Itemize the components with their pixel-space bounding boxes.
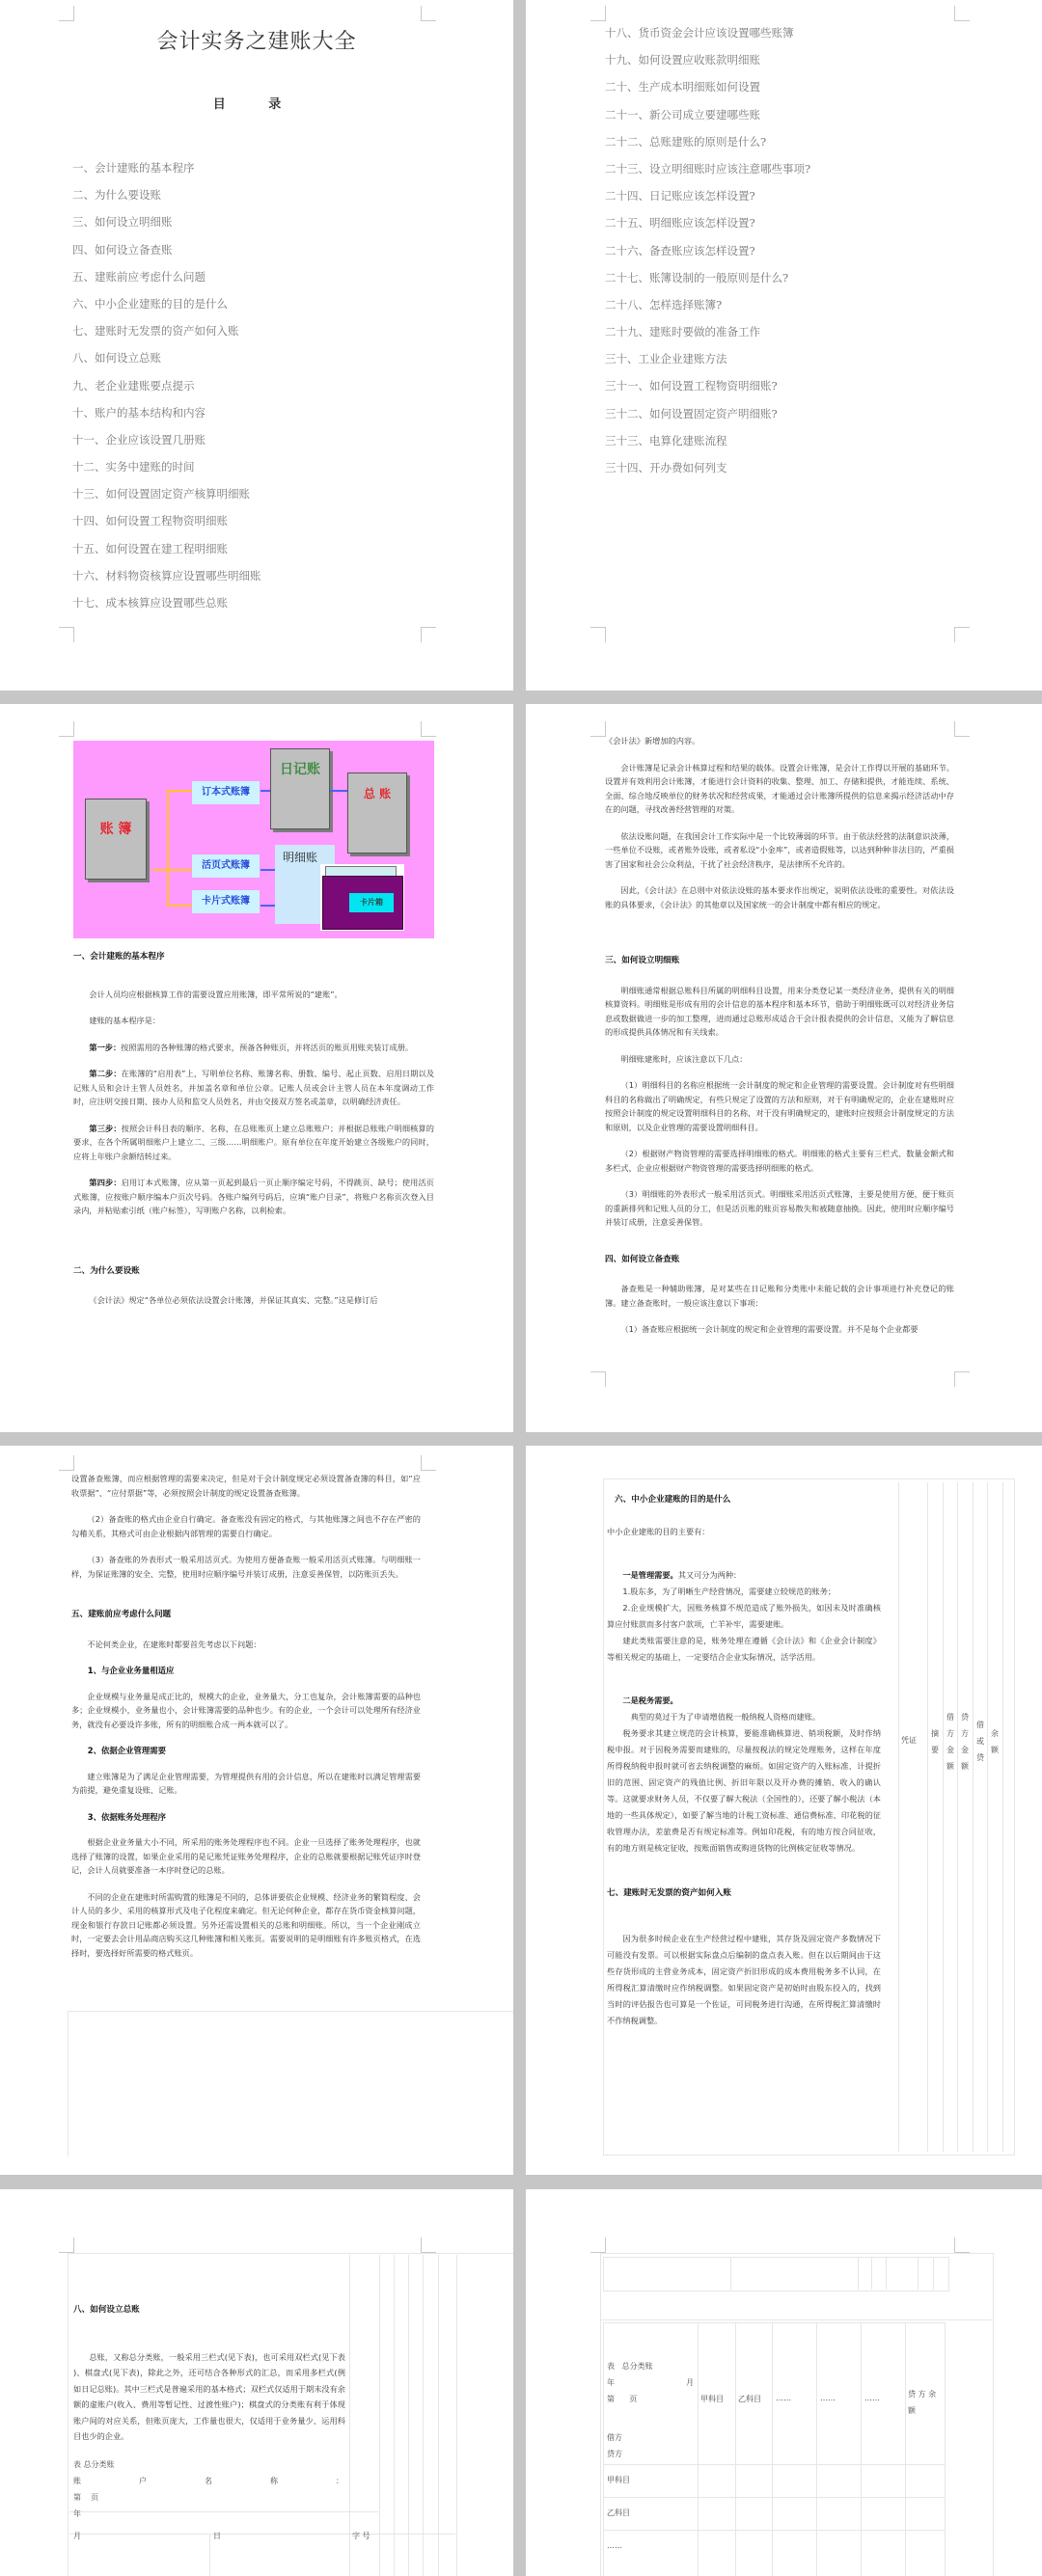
margin-mark <box>421 1455 436 1471</box>
arrow-right-icon <box>260 905 276 907</box>
table-outline <box>68 2011 513 2156</box>
margin-mark <box>421 721 436 737</box>
subsection-heading: 2、依据企业管理需要 <box>87 1746 166 1755</box>
table-caption: 表 总分类账 <box>73 2460 115 2469</box>
table-column-divider <box>1002 1482 1003 2152</box>
column-header: 乙科目 <box>738 2395 761 2403</box>
toc-item[interactable]: 三十三、电算化建账流程 <box>605 433 727 447</box>
table-column-divider <box>394 2255 395 2576</box>
arrow-right-icon <box>260 790 270 792</box>
toc-item[interactable]: 十九、如何设置应收账款明细账 <box>605 53 760 68</box>
toc-item[interactable]: 十、账户的基本结构和内容 <box>72 405 206 420</box>
toc-item[interactable]: 四、如何设立备查账 <box>72 242 173 257</box>
toc-item[interactable]: 十二、实务中建账的时间 <box>72 460 195 475</box>
margin-mark <box>59 721 74 737</box>
margin-mark <box>954 627 970 642</box>
toc-item[interactable]: 九、老企业建账要点提示 <box>72 378 195 393</box>
margin-mark <box>954 1371 970 1387</box>
section-heading: 三、如何设立明细账 <box>605 956 680 965</box>
table-column-divider <box>898 1482 899 2152</box>
toc-item[interactable]: 十五、如何设置在建工程明细账 <box>72 541 228 556</box>
margin-mark <box>59 6 74 21</box>
toc-item[interactable]: 二十二、总账建账的原则是什么? <box>605 134 767 149</box>
toc-item[interactable]: 十三、如何设置固定资产核算明细账 <box>72 487 250 502</box>
table-column-divider <box>408 2255 409 2576</box>
toc-item[interactable]: 三十四、开办费如何列支 <box>605 461 727 475</box>
document-title: 会计实务之建账大全 <box>156 30 357 54</box>
toc-item[interactable]: 七、建账时无发票的资产如何入账 <box>72 324 239 339</box>
year-label: 年 <box>607 2378 615 2387</box>
section-heading: 四、如何设立备查账 <box>605 1254 680 1264</box>
section-heading: 七、建账时无发票的资产如何入账 <box>607 1888 731 1898</box>
connector <box>152 869 168 871</box>
subsection-heading: 1、与企业业务量相适应 <box>87 1666 175 1675</box>
toc-list-left <box>72 154 261 616</box>
subsection-heading: 3、依据账务处理程序 <box>87 1811 166 1822</box>
arrow-right-icon <box>167 869 192 871</box>
toc-item[interactable]: 十七、成本核算应设置哪些总账 <box>72 596 228 610</box>
day-label: 日 <box>213 2532 221 2540</box>
toc-item[interactable]: 二十七、账簿设制的一般原则是什么? <box>605 270 789 285</box>
row-header: 乙科目 <box>607 2508 630 2517</box>
table-column-divider <box>209 2534 210 2576</box>
toc-item[interactable]: 十八、货币资金会计应该设置哪些账簿 <box>605 26 794 40</box>
column-credit-amount: 贷方金额 <box>961 1713 969 1771</box>
toc-item[interactable]: 二十一、新公司成立要建哪些账 <box>605 107 760 122</box>
row-header: …… <box>607 2541 622 2550</box>
table-column-divider <box>349 2255 350 2576</box>
column-header: 甲科目 <box>700 2395 724 2403</box>
book-icon-general-ledger: 总 账 <box>347 773 407 854</box>
section-6-7: 六、中小企业建账的目的是什么 中小企业建账的目的主要有： 一是管理需要。其又可分为两种： 1.股东多，为了明晰生产经营情况，需要建立较规范的账务； 2.企业规模扩大，因账务核算不规范造成了账外损失，如因未及时准确核算应付账款而多付客户款项，亡羊补牢，需要建账。 建此类账需要注意的是，账务处理在遵循《会计法》和《企业会计制度》等相关规定的基础上，一定要结合企业实际情况，活学活用。 二是税务需要。 典型的莫过于为了申请增值税一般纳税人资格而建账。 税务要求其建立规范的会计核算，要能准确核算进、销项税额，及时作纳税申报。对于因税务需要而建账的，尽量按税法的规定处理账务，这样在年度所得税纳税申报时就可省去纳税调整的麻烦。如固定资产的入账标准、计提折旧的范围、固定资产的残值比例、折旧年限以及开办费的摊销、收入的确认等。这就要求财务人员，不仅要了解大税法（全国性的），还要了解小税法（本地的一些具体规定），如要了解当地的计税工资标准、通信费标准、印花税的征收管理办法，差旅费是否有规定标准等。例如印花税，有的地方按合同征收，有的地方则是核定征收，按账面销售或购进货物的比例核定征收等情况。 七、建账时无发票的资产如何入账 因为很多时候企业在生产经营过程中建账，其存货及固定资产多数情况下可能没有发票。可以根据实际盘点后编制的盘点表入账。但在以后期间由于这些存货形成的主营业务成本，固定资产折旧形成的成本费用税务多不认同，在所得税汇算清缴时应作纳税调整。如果固定资产是初始时由股东投入的，找到当时的评估报告也可算是一个佐证，可同税务进行沟通，在所得税汇算清缴时不作纳税调整。 <box>607 1492 881 2042</box>
margin-mark <box>59 2237 74 2253</box>
margin-mark <box>59 627 74 642</box>
column-voucher: 凭证 <box>901 1736 917 1745</box>
table-column-divider <box>943 1482 944 2152</box>
table-column-divider <box>456 2255 457 2576</box>
toc-item[interactable]: 一、会计建账的基本程序 <box>72 161 195 175</box>
section-2-3-4: 《会计法》新增加的内容。 会计账簿是记录会计核算过程和结果的载体。设置会计账簿，是会计工作得以开展的基础环节。设置并有效利用会计账簿，才能进行会计资料的收集、整理、加工、存储和提供，才能连续、系统、全面、综合地反映单位的财务状况和经营成果，才能通过会计账簿所提供的信息来揭示经济活动中存在的问题，寻找改善经营管理的对策。 依法设账问题，在我国会计工作实际中是一个比较薄弱的环节。由于依法经营的法制意识淡薄，一些单位不设账，或者账外设账，或者私设“小金库”，或者造假账等，以达到种种非法目的，严重损害了国家和社会公众利益，干扰了社会经济秩序，是法律所不允许的。 因此，《会计法》在总则中对依法设账的基本要求作出规定，说明依法设账的重要性。对依法设账的具体要求，《会计法》的其他章以及国家统一的会计制度中都有相应的规定。 三、如何设立明细账 明细账通常根据总账科目所属的明细科目设置，用来分类登记某一类经济业务，提供有关的明细核算资料。明细账是形成有用的会计信息的基本程序和基本环节，借助于明细账既可以对经济业务信息或数据做进一步的加工整理，进而通过总账形成适合于会计报表提供的会计信息，又能为了解信息的形成提供具体情况和有关线索。 明细账建账时，应该注意以下几点： （1）明细科目的名称应根据统一会计制度的规定和企业管理的需要设置。会计制度对有些明细科目的名称做出了明确规定，有些只规定了设置的方法和原则，对于有明确规定的，企业在建账时应按照会计制度的规定设置明细科目的名称，对于没有明确规定的，建账时应按照会计制度规定的方法和原则，以及企业管理的需要设置明细科目。 （2）根据财产物资管理的需要选择明细账的格式。明细账的格式主要有三栏式、数量金额式和多栏式，企业应根据财产物资管理的需要选择明细账的格式。 （3）明细账的外表形式一般采用活页式。明细账采用活页式账簿，主要是使用方便，便于账页的重新排列和记账人员的分工，但是活页账的账页容易散失和被随意抽换。因此，使用时应顺序编号并装订成册，注意妥善保管。 四、如何设立备查账 备查账是一种辅助账簿，是对某些在日记账和分类账中未能记载的会计事项进行补充登记的账簿。建立备查账时，一般应该注意以下事项： （1）备查账应根据统一会计制度的规定和企业管理的需要设置。并不是每个企业都要 <box>605 736 954 1334</box>
table-column-divider <box>927 1482 928 2152</box>
arrow-right-icon <box>167 790 192 792</box>
margin-mark <box>954 6 970 21</box>
column-debit-amount: 借方金额 <box>946 1713 954 1771</box>
label-card-ledger: 卡片式账簿 <box>192 890 260 913</box>
arrow-right-icon <box>167 905 192 907</box>
arrow-right-icon <box>330 790 347 792</box>
section-heading: 五、建账前应考虑什么问题 <box>71 1610 172 1619</box>
document-page-5 <box>0 1446 513 2175</box>
table-column-divider <box>987 1482 988 2152</box>
toc-item[interactable]: 三、如何设立明细账 <box>72 215 173 230</box>
month-label: 月 <box>686 2378 694 2387</box>
column-header: …… <box>820 2394 836 2402</box>
section-1: 一、会计建账的基本程序 会计人员均应根据核算工作的需要设置应用账簿，即平常所说的“建账”。 建账的基本程序是： 第一步：按照需用的各种账簿的格式要求，预备各种账页，并将活页的账页用账夹装订成册。 第二步：在账簿的“启用表”上，写明单位名称、账簿名称、册数、编号、起止页数、启用日期以及记账人员和会计主管人员姓名，并加盖名章和单位公章。记账人员或会计主管人员在本年度调动工作时，应注明交接日期、接办人员和监交人员姓名，并由交接双方签名或盖章，以明确经济责任。 第三步：按照会计科目表的顺序、名称，在总账账页上建立总账账户；并根据总账账户明细核算的要求，在各个所属明细账户上建立二、三级……明细账户。原有单位在年度开始建立各级账户的同时，应将上年账户余额结转过来。 第四步：启用订本式账簿，应从第一页起到最后一页止顺序编定号码，不得跳页、缺号；使用活页式账簿，应按账户顺序编本户页次号码。各账户编列号码后，应填“账户目录”，将账户名称页次登入目录内，并粘贴索引纸（账户标签），写明账户名称，以利检索。 二、为什么要设账 《会计法》规定“各单位必须依法设置会计账簿，并保证其真实、完整。”这是修订后 <box>73 952 434 1305</box>
toc-item[interactable]: 二十八、怎样选择账簿? <box>605 297 723 312</box>
column-header-credit-balance: 贷 方 余 额 <box>908 2390 937 2415</box>
toc-item[interactable]: 十六、材料物资核算应设置哪些明细账 <box>72 568 261 583</box>
margin-mark <box>590 721 606 737</box>
toc-item[interactable]: 五、建账前应考虑什么问题 <box>72 269 206 284</box>
margin-mark <box>590 627 606 642</box>
year-label: 年 <box>73 2509 81 2518</box>
table-column-divider <box>886 2257 887 2290</box>
table-column-divider <box>933 2257 934 2290</box>
document-page-3 <box>0 704 513 1432</box>
table-column-divider <box>438 2255 439 2576</box>
toc-item[interactable]: 三十、工业企业建账方法 <box>605 352 727 366</box>
toc-item[interactable]: 十四、如何设置工程物资明细账 <box>72 514 228 529</box>
arrow-right-icon <box>260 869 276 871</box>
margin-mark <box>59 1455 74 1471</box>
chessboard-ledger-table <box>603 2322 946 2576</box>
toc-item[interactable]: 二十五、明细账应该怎样设置? <box>605 216 755 230</box>
toc-item[interactable]: 二、为什么要设账 <box>72 188 161 203</box>
toc-item[interactable]: 二十九、建账时要做的准备工作 <box>605 325 760 339</box>
toc-item[interactable]: 二十、生产成本明细账如何设置 <box>605 80 760 95</box>
table-row-divider <box>69 2511 378 2512</box>
table-column-divider <box>918 2257 919 2290</box>
toc-item[interactable]: 三十一、如何设置工程物资明细账? <box>605 379 778 393</box>
page-number-label: 第 页 <box>73 2493 99 2502</box>
margin-mark <box>590 6 606 21</box>
margin-mark <box>421 627 436 642</box>
section-4-5: 设置备查账簿，而应根据管理的需要来决定，但是对于会计制度规定必须设置备查簿的科目，如“应收票据”、“应付票据”等，必须按照会计制度的规定设置备查账簿。 （2）备查账的格式由企业自行确定。备查账没有固定的格式，与其他账簿之间也不存在严密的勾稽关系，其格式可由企业根据内部管理的需要自行确定。 （3）备查账的外表形式一般采用活页式。为使用方便备查账一般采用活页式账簿。与明细账一样，为保证账簿的安全、完整，使用时应顺序编号并装订成册，注意妥善保管，以防账页丢失。 五、建账前应考虑什么问题 不论何类企业，在建账时都要首先考虑以下问题： 1、与企业业务量相适应 企业规模与业务量是成正比的，规模大的企业，业务量大，分工也复杂，会计账簿需要的品种也多；企业规模小，业务量也小，会计账簿需要的品种也少。有的企业，一个会计可以处理所有经济业务，就没有必要设许多账，所有的明细账合成一两本就可以了。 2、依据企业管理需要 建立账簿是为了满足企业管理需要，为管理提供有用的会计信息，所以在建账时以满足管理需要为前提，避免重复设账、记账。 3、依据账务处理程序 根据企业业务量大小不同，所采用的账务处理程序也不同。企业一旦选择了账务处理程序，也就选择了账簿的设置，如果企业采用的是记账凭证账务处理程序，企业的总账就要根据记账凭证序时登记，会计人员就要准备一本序时登记的总账。 不同的企业在建账时所需购置的账簿是不同的，总体讲要依企业规模、经济业务的繁简程度、会计人员的多少、采用的核算形式及电子化程度来确定。但无论何种企业，都存在货币资金核算问题，现金和银行存款日记账都必须设置。另外还需设置相关的总账和明细账。所以，当一个企业刚成立时，一定要去会计用品商店购买这几种账簿和相关账页。需要说明的是明细账有许多账页格式，在选择时，要选择好所需要的格式账页。 <box>71 1474 421 1958</box>
document-page-1 <box>0 0 513 691</box>
table-column-divider <box>858 2257 859 2290</box>
table-column-divider <box>379 2255 380 2576</box>
book-icon-ledger: 账 簿 <box>85 799 147 880</box>
column-debit-or-credit: 借或贷 <box>976 1721 984 1762</box>
char-number-label: 字 号 <box>352 2532 370 2540</box>
table-header-strip <box>603 2257 949 2291</box>
toc-item[interactable]: 二十三、设立明细账时应该注意哪些事项? <box>605 161 811 176</box>
credit-label: 贷方 <box>607 2450 622 2458</box>
toc-item[interactable]: 三十二、如何设置固定资产明细账? <box>605 406 778 420</box>
document-page-2 <box>526 0 1042 691</box>
table-column-divider <box>730 2257 731 2290</box>
row-header: 甲科目 <box>607 2476 630 2484</box>
section-8: 八、如何设立总账 总账，又称总分类账，一般采用三栏式(见下表)，也可采用双栏式(见下表 )、棋盘式(见下表)，除此之外，还可结合各种形式的汇总，而采用多栏式(例如日记总账)。其中三栏式是普遍采用的基本格式；双栏式仅适用于期末没有余额的虚账户(收入、费用等暂记性、过渡性账户)；棋盘式的分类账有利于体现账户间的对应关系，但账页庞大，工作量也很大，仅适用于业务量少、运用科目也少的企业。 <box>73 2302 345 2457</box>
column-summary: 摘要 <box>931 1729 939 1754</box>
margin-mark <box>421 2237 436 2253</box>
table-column-divider <box>871 2257 872 2290</box>
toc-heading: 目 录 <box>212 97 301 112</box>
table-caption: 表 总分类账 <box>607 2362 653 2371</box>
margin-mark <box>954 2237 970 2253</box>
debit-label: 借方 <box>607 2433 622 2442</box>
column-header: …… <box>864 2394 880 2402</box>
page-number-label: 第 页 <box>607 2395 638 2403</box>
margin-mark <box>421 6 436 21</box>
detail-ledger-box: 明细账 <box>275 845 335 924</box>
toc-item[interactable]: 八、如何设立总账 <box>72 351 161 366</box>
margin-mark <box>590 1371 606 1387</box>
ledger-types-diagram <box>73 741 434 938</box>
section-heading: 二、为什么要设账 <box>73 1265 140 1276</box>
table-row-divider <box>69 2534 455 2535</box>
column-balance: 余额 <box>991 1729 999 1754</box>
toc-item[interactable]: 十一、企业应该设置几册账 <box>72 432 206 447</box>
document-page-8 <box>526 2189 1042 2576</box>
margin-mark <box>954 721 970 737</box>
label-bound-ledger: 订本式账簿 <box>192 781 260 804</box>
toc-item[interactable]: 六、中小企业建账的目的是什么 <box>72 296 228 311</box>
table-column-divider <box>423 2255 424 2576</box>
document-page-7 <box>0 2189 513 2576</box>
book-icon-journal: 日记账 <box>270 748 330 829</box>
connector <box>167 790 169 906</box>
toc-list-right <box>605 19 810 481</box>
column-header: …… <box>776 2394 791 2402</box>
section-heading: 一、会计建账的基本程序 <box>73 952 165 962</box>
account-name-row: 账 户 名 称 ： <box>73 2477 343 2485</box>
toc-item[interactable]: 二十四、日记账应该怎样设置? <box>605 189 755 203</box>
document-page-4 <box>526 704 1042 1432</box>
margin-mark <box>590 2237 606 2253</box>
table-column-divider <box>957 1482 958 2152</box>
document-page-6 <box>526 1446 1042 2175</box>
section-heading: 八、如何设立总账 <box>73 2305 140 2315</box>
label-loose-leaf-ledger: 活页式账簿 <box>192 854 260 878</box>
toc-item[interactable]: 二十六、备查账应该怎样设置? <box>605 243 755 258</box>
table-row-divider <box>600 2319 992 2320</box>
section-heading: 六、中小企业建账的目的是什么 <box>615 1495 731 1505</box>
month-label: 月 <box>73 2532 81 2540</box>
card-box-icon: 卡片箱 <box>320 864 404 931</box>
